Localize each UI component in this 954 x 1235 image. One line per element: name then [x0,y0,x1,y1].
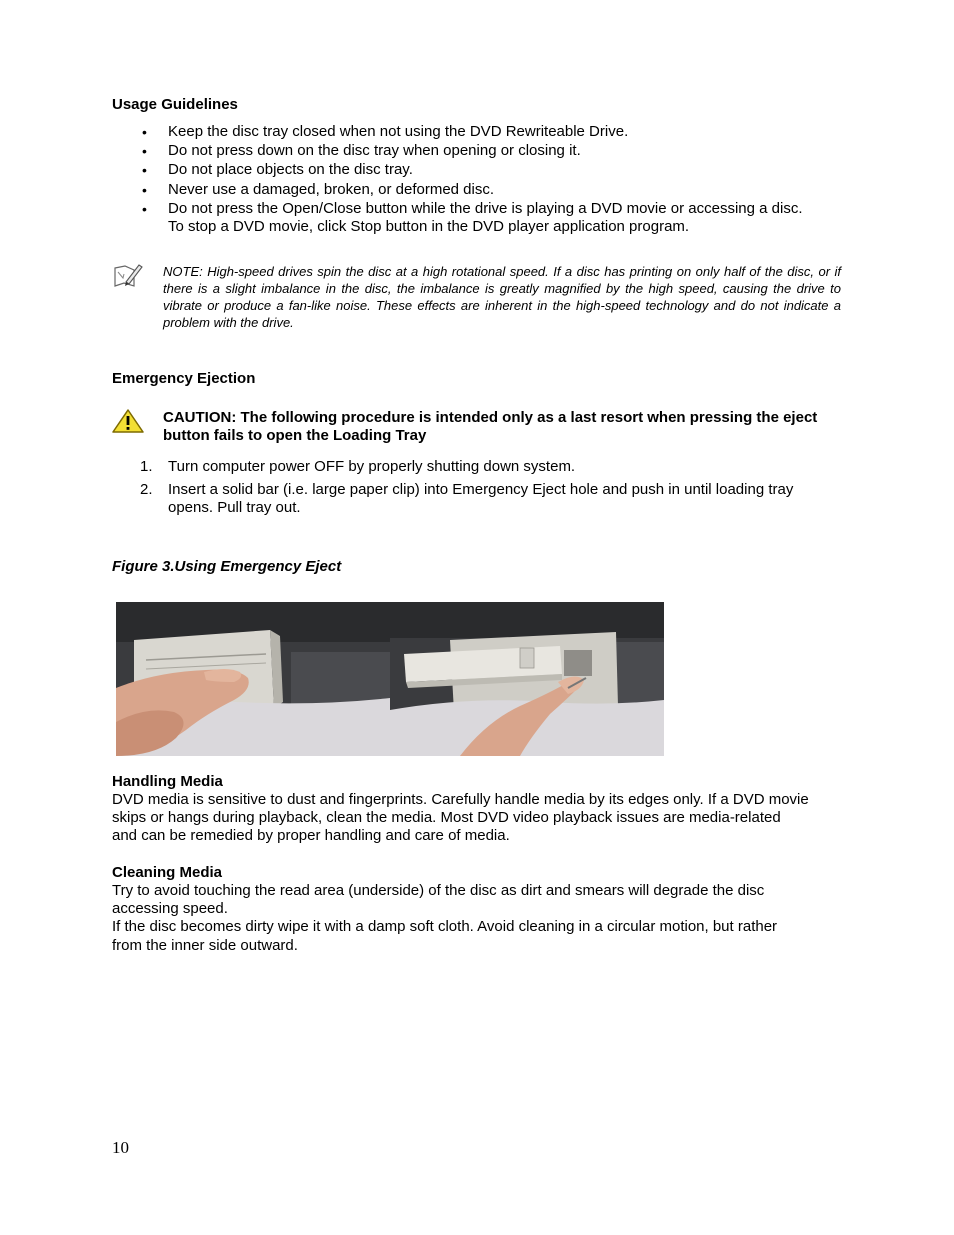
step-number: 1. [140,458,153,475]
usage-item-1: Keep the disc tray closed when not using the DVD Rewriteable Drive. [168,123,629,140]
bullet-mark: • [142,143,147,159]
usage-item-5: Do not press the Open/Close button while the drive is playing a DVD movie or accessing a disc. [168,200,803,217]
step-2-continued: opens. Pull tray out. [168,499,301,516]
warning-triangle-icon [112,408,144,434]
usage-heading: Usage Guidelines [112,96,238,113]
emergency-heading: Emergency Ejection [112,370,256,387]
cleaning-heading: Cleaning Media [112,864,223,881]
step-2-text: Insert a solid bar (i.e. large paper clip) into Emergency Eject hole and push in until loading tray [168,481,794,498]
step-1-text: Turn computer power OFF by properly shutting down system. [168,458,576,475]
handling-line-1: DVD media is sensitive to dust and fingerprints. Carefully handle media by its edges only. If a DVD movie [112,791,809,808]
cleaning-line-1: Try to avoid touching the read area (underside) of the disc as dirt and smears will degrade the disc [112,882,765,899]
cleaning-line-3: If the disc becomes dirty wipe it with a damp soft cloth. Avoid cleaning in a circular motion, but rather [112,918,778,935]
usage-item-3: Do not place objects on the disc tray. [168,161,413,178]
note-text: NOTE: High-speed drives spin the disc at a high rotational speed. If a disc has printing on only half of the disc, or if there is a slight imbalance in the disc, the imbalance is greatly magnified by the high speed, causing the drive to vibrate or produce a fan-like noise. These effects are inherent in the high-speed technology and do not indicate a problem with the drive. [163,264,841,330]
bullet-mark: • [142,201,147,217]
bullet-mark: • [142,182,147,198]
page-number: 10 [112,1138,129,1157]
eject-photo-right [390,602,664,756]
step-number: 2. [140,481,153,498]
usage-item-5-continued: To stop a DVD movie, click Stop button in the DVD player application program. [168,218,690,235]
handling-line-3: and can be remedied by proper handling and care of media. [112,827,510,844]
caution-text: CAUTION: The following procedure is intended only as a last resort when pressing the eject button fails to open the Loading Tray [163,409,818,444]
note-pencil-icon [112,262,144,290]
bullet-mark: • [142,162,147,178]
handling-line-2: skips or hangs during playback, clean the media. Most DVD video playback issues are media-related [112,809,781,826]
bullet-mark: • [142,124,147,140]
handling-heading: Handling Media [112,773,223,790]
cleaning-line-4: from the inner side outward. [112,937,298,954]
cleaning-line-2: accessing speed. [112,900,228,917]
usage-item-4: Never use a damaged, broken, or deformed disc. [168,181,495,198]
usage-item-2: Do not press down on the disc tray when opening or closing it. [168,142,581,159]
figure-caption: Figure 3.Using Emergency Eject [112,558,342,575]
eject-photo-left [116,602,390,756]
